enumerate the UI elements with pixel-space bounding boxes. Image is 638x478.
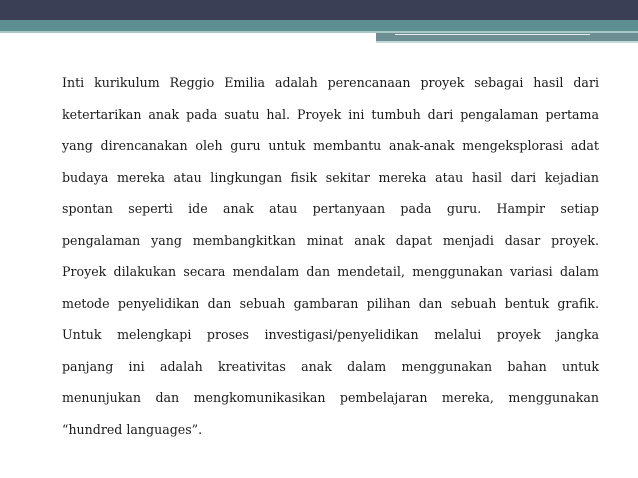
header-band-teal [0, 20, 638, 31]
body-line-10: panjang ini adalah kreativitas anak dalam menggunakan bahan untuk [62, 358, 599, 374]
body-line-7: Proyek dilakukan secara mendalam dan mendetail, menggunakan variasi dalam [62, 264, 599, 279]
body-text [62, 67, 599, 445]
body-line-12: “hundred languages”. [62, 421, 203, 437]
body-line-8: metode penyelidikan dan sebuah gambaran pilihan dan sebuah bentuk grafik. [62, 295, 599, 311]
header-band-dark [0, 0, 638, 20]
header-accent-inner-line [395, 34, 590, 35]
body-line-5: spontan seperti ide anak atau pertanyaan pada guru. Hampir setiap [62, 201, 599, 216]
body-line-4: budaya mereka atau lingkungan fisik sekitar mereka atau hasil dari kejadian [62, 169, 599, 185]
header-accent-line [376, 41, 638, 43]
body-line-11: menunjukan dan mengkomunikasikan pembelajaran mereka, menggunakan [62, 390, 599, 405]
body-line-3: yang direncanakan oleh guru untuk membantu anak-anak mengeksplorasi adat [62, 138, 599, 153]
body-line-6: pengalaman yang membangkitkan minat anak dapat menjadi dasar proyek. [62, 232, 599, 248]
body-line-2: ketertarikan anak pada suatu hal. Proyek ini tumbuh dari pengalaman pertama [62, 106, 599, 122]
body-line-1: Inti kurikulum Reggio Emilia adalah perencanaan proyek sebagai hasil dari [62, 75, 599, 90]
body-line-9: Untuk melengkapi proses investigasi/penyelidikan melalui proyek jangka [62, 327, 599, 342]
